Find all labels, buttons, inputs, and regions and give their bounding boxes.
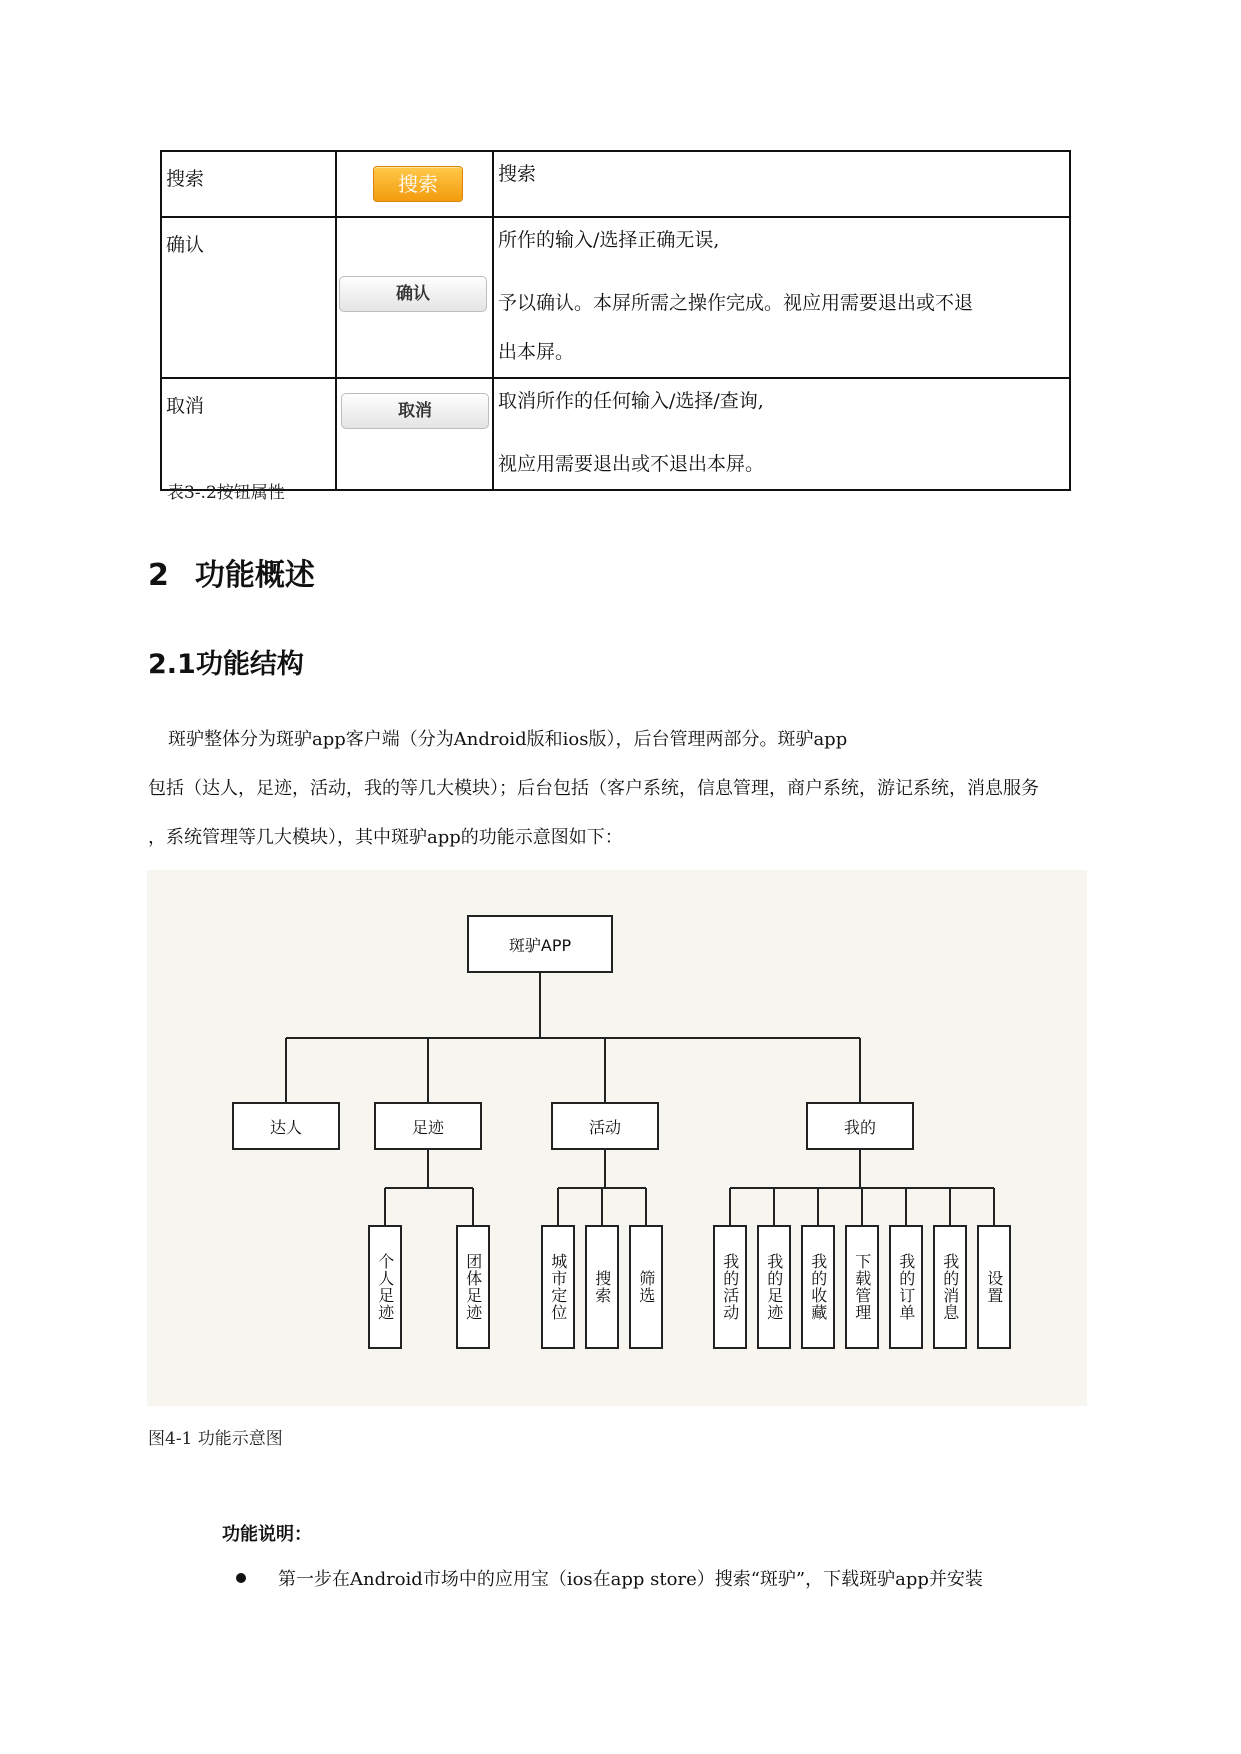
bullet-icon — [236, 1573, 246, 1583]
table-cell-name: 确认 — [161, 217, 336, 378]
diagram-module-node: 活动 — [551, 1102, 659, 1150]
diagram-leaf-node: 搜索 — [585, 1225, 619, 1349]
table-cell-button — [336, 217, 493, 378]
intro-paragraph — [148, 715, 1108, 862]
confirm-button-sample[interactable]: 确认 — [339, 276, 487, 312]
search-button-sample[interactable]: 搜索 — [373, 166, 463, 202]
intro-line: 包括（达人，足迹，活动，我的等几大模块）；后台包括（客户系统，信息管理，商户系统，游记系统，消息服务 — [148, 778, 1039, 799]
function-note-heading: 功能说明： — [222, 1524, 312, 1545]
diagram-leaf-node: 我的收藏 — [801, 1225, 835, 1349]
button-attribute-table — [160, 150, 1071, 491]
section-heading — [148, 550, 315, 594]
diagram-leaf-node: 个人足迹 — [368, 1225, 402, 1349]
diagram-leaf-node: 城市定位 — [541, 1225, 575, 1349]
diagram-leaf-node: 下载管理 — [845, 1225, 879, 1349]
table-cell-button — [336, 378, 493, 490]
intro-line: 斑驴整体分为斑驴app客户端（分为Android版和ios版），后台管理两部分。斑驴app — [168, 729, 848, 750]
figure-caption: 图4-1 功能示意图 — [148, 1429, 283, 1449]
section-title: 功能概述 — [194, 558, 315, 593]
diagram-module-node: 达人 — [232, 1102, 340, 1150]
table-caption: 表3-.2按钮属性 — [167, 483, 285, 503]
function-structure-diagram — [147, 870, 1087, 1406]
description-line: 搜索 — [498, 163, 537, 185]
table-cell-description — [493, 378, 1070, 490]
description-line: 出本屏。 — [498, 341, 575, 363]
table-row — [161, 378, 1070, 490]
intro-line: ，系统管理等几大模块），其中斑驴app的功能示意图如下： — [148, 827, 623, 848]
cancel-button-sample[interactable]: 取消 — [341, 393, 489, 429]
diagram-leaf-node: 我的订单 — [889, 1225, 923, 1349]
diagram-leaf-node: 我的足迹 — [757, 1225, 791, 1349]
subsection-heading: 2.1功能结构 — [148, 649, 304, 680]
table-cell-name: 搜索 — [161, 151, 336, 217]
diagram-module-node: 足迹 — [374, 1102, 482, 1150]
diagram-leaf-node: 我的活动 — [713, 1225, 747, 1349]
section-number: 2 — [148, 558, 169, 593]
diagram-leaf-node: 筛选 — [629, 1225, 663, 1349]
diagram-root-node: 斑驴APP — [467, 915, 613, 973]
table-cell-button — [336, 151, 493, 217]
table-cell-description — [493, 151, 1070, 217]
table-cell-name: 取消 — [161, 378, 336, 490]
table-row — [161, 151, 1070, 217]
bullet-text: 第一步在Android市场中的应用宝（ios在app store）搜索“斑驴”，下载斑驴app并安装 — [278, 1569, 983, 1590]
diagram-module-node: 我的 — [806, 1102, 914, 1150]
diagram-leaf-node: 团体足迹 — [456, 1225, 490, 1349]
description-line: 取消所作的任何输入/选择/查询, — [498, 390, 764, 412]
diagram-leaf-node: 我的消息 — [933, 1225, 967, 1349]
description-line: 所作的输入/选择正确无误, — [498, 229, 720, 251]
table-cell-description — [493, 217, 1070, 378]
table-row — [161, 217, 1070, 378]
description-line: 视应用需要退出或不退出本屏。 — [498, 453, 765, 475]
description-line: 予以确认。本屏所需之操作完成。视应用需要退出或不退 — [498, 292, 974, 314]
diagram-leaf-node: 设置 — [977, 1225, 1011, 1349]
